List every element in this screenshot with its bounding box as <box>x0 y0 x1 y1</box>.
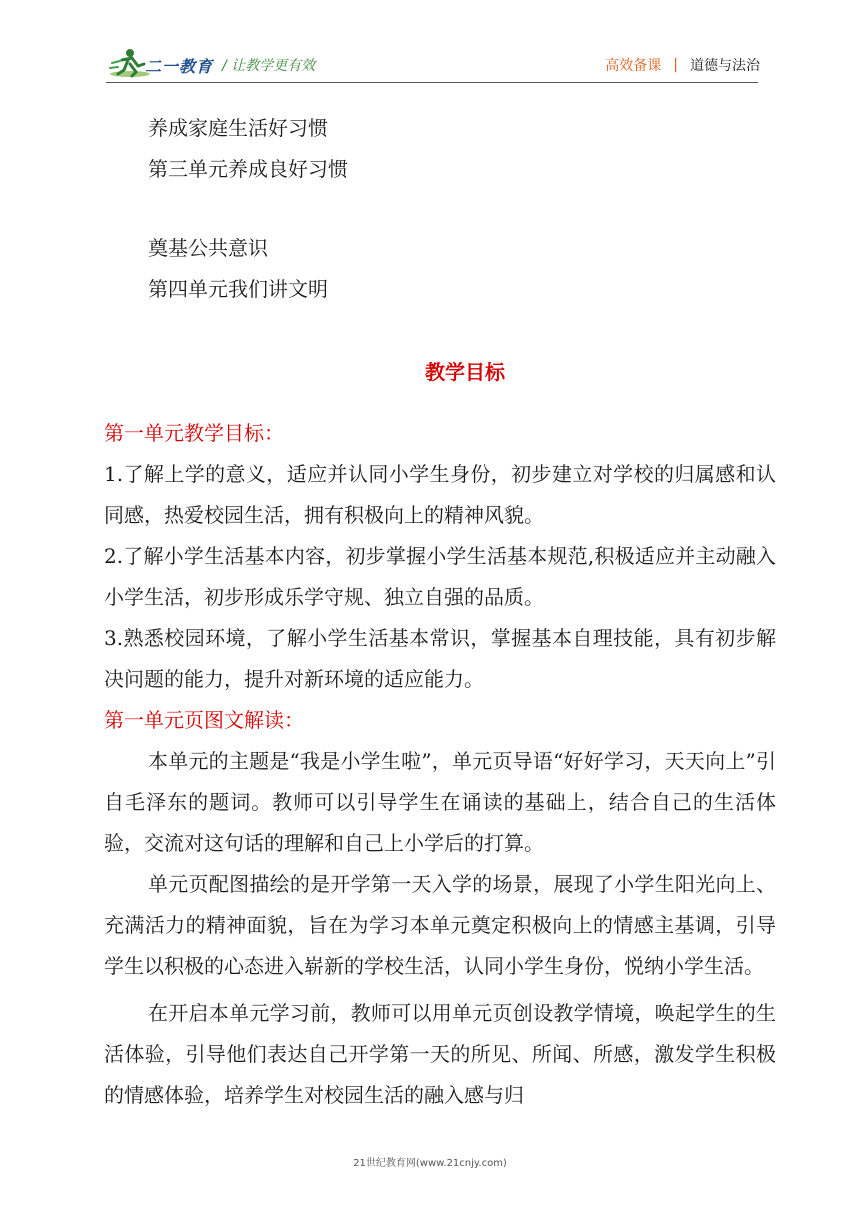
intro-line-unit3: 第三单元养成良好习惯 <box>148 157 348 181</box>
document-body <box>104 108 776 1116</box>
header-slogan: / 让教学更有效 <box>222 58 316 74</box>
intro-line-public-awareness: 奠基公共意识 <box>148 236 268 260</box>
unit1-reading-paragraph: 本单元的主题是“我是小学生啦”，单元页导语“好好学习，天天向上”引自毛泽东的题词。教师可以引导学生在诵读的基础上，结合自己的生活体验，交流对这句话的理解和自己上小学后的打算。 <box>104 749 776 855</box>
intro-line-family-habits: 养成家庭生活好习惯 <box>148 116 328 140</box>
page-footer: 21世纪教育网(www.21cnjy.com) <box>353 1158 507 1169</box>
unit1-goals-heading: 第一单元教学目标： <box>104 421 284 445</box>
unit1-goal-item: 2.了解小学生活基本内容，初步掌握小学生活基本规范,积极适应并主动融入小学生活，初步形成乐学守规、独立自强的品质。 <box>104 544 776 609</box>
header-tags <box>605 55 760 75</box>
header-divider <box>106 82 758 83</box>
header-tag-prep: 高效备课 <box>605 58 662 74</box>
intro-line-unit4: 第四单元我们讲文明 <box>148 277 328 301</box>
logo-text: 二一教育 <box>145 57 214 76</box>
unit1-reading-paragraph: 在开启本单元学习前，教师可以用单元页创设教学情境，唤起学生的生活体验，引导他们表达自己开学第一天的所见、所闻、所感，激发学生积极的情感体验，培养学生对校园生活的融入感与归 <box>104 1001 776 1107</box>
unit1-reading-paragraph: 单元页配图描绘的是开学第一天入学的场景，展现了小学生阳光向上、充满活力的精神面貌，旨在为学习本单元奠定积极向上的情感主基调，引导学生以积极的心态进入崭新的学校生活，认同小学生身份，悦纳小学生活。 <box>104 872 776 978</box>
page-header <box>0 0 860 84</box>
header-tag-subject: 道德与法治 <box>690 58 760 74</box>
header-separator: | <box>673 57 678 73</box>
unit1-reading-heading: 第一单元页图文解读： <box>104 708 304 732</box>
unit1-goal-item: 3.熟悉校园环境，了解小学生活基本常识，掌握基本自理技能，具有初步解决问题的能力，提升对新环境的适应能力。 <box>104 626 776 691</box>
unit1-goal-item: 1.了解上学的意义，适应并认同小学生身份，初步建立对学校的归属感和认同感，热爱校园生活，拥有积极向上的精神风貌。 <box>104 462 776 527</box>
section-title: 教学目标 <box>425 360 505 384</box>
